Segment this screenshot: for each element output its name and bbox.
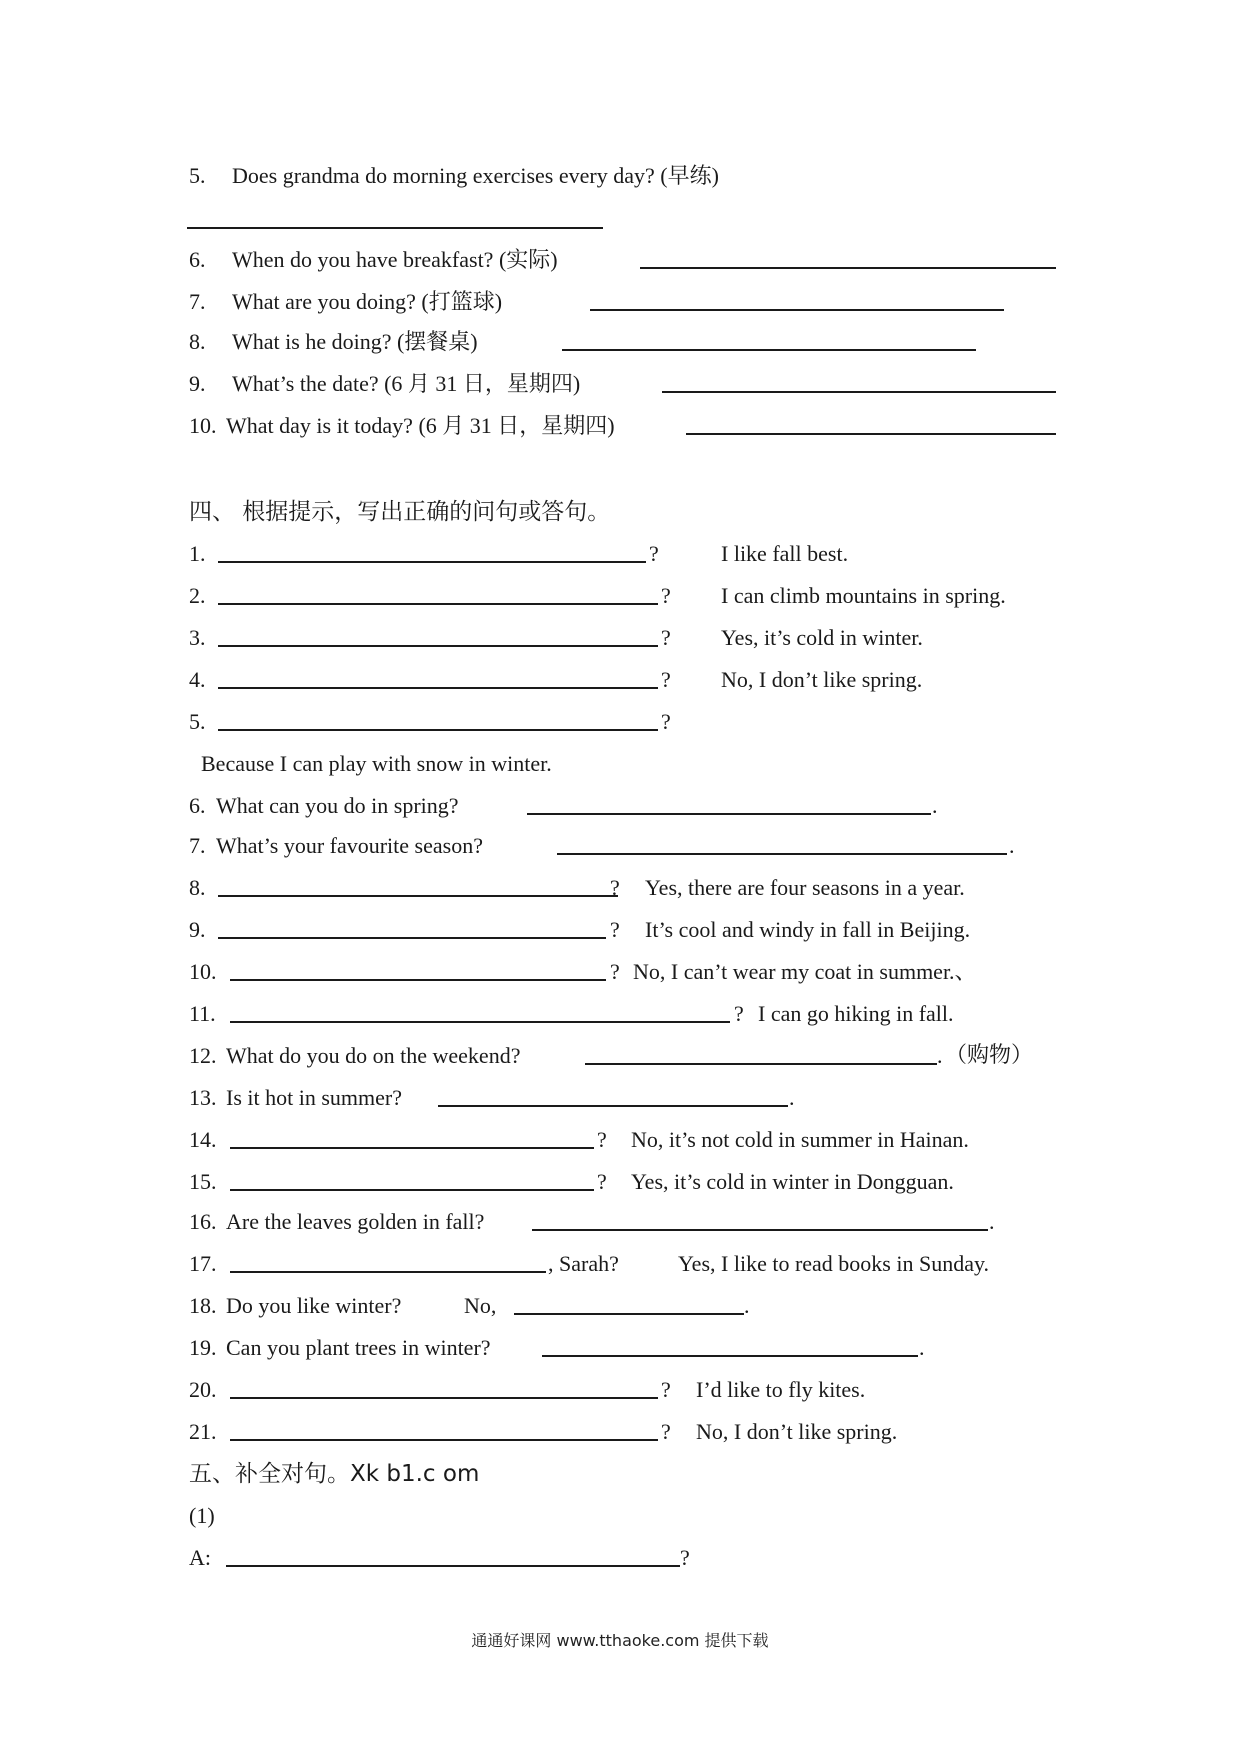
- punctuation: ?: [661, 625, 671, 650]
- punctuation: ?: [597, 1169, 607, 1194]
- given-answer: Yes, there are four seasons in a year.: [645, 875, 965, 900]
- given-answer: No, it’s not cold in summer in Hainan.: [631, 1127, 969, 1152]
- item-number: 20.: [189, 1377, 217, 1402]
- answer-blank[interactable]: [230, 1147, 594, 1149]
- punctuation: ?: [661, 709, 671, 734]
- punctuation: .: [919, 1335, 925, 1360]
- punctuation: .: [937, 1043, 943, 1068]
- answer-blank[interactable]: [218, 687, 658, 689]
- answer-blank[interactable]: [218, 561, 646, 563]
- item-number: 19.: [189, 1335, 217, 1360]
- item-number: 10.: [189, 413, 217, 438]
- answer-blank[interactable]: [230, 1189, 594, 1191]
- question-text: Does grandma do morning exercises every day? (早练): [232, 163, 719, 188]
- answer-blank[interactable]: [532, 1229, 988, 1231]
- given-answer: I like fall best.: [721, 541, 849, 566]
- answer-blank[interactable]: [514, 1313, 744, 1315]
- item-number: 2.: [189, 583, 206, 608]
- answer-blank[interactable]: [218, 895, 618, 897]
- given-answer: It’s cool and windy in fall in Beijing.: [645, 917, 971, 942]
- item-number: 18.: [189, 1293, 217, 1318]
- punctuation: .: [744, 1293, 750, 1318]
- item-number: 8.: [189, 329, 206, 354]
- answer-blank[interactable]: [686, 433, 1056, 435]
- given-answer: Yes, it’s cold in winter in Dongguan.: [631, 1169, 954, 1194]
- question-text: When do you have breakfast? (实际): [232, 247, 558, 272]
- given-answer: I can climb mountains in spring.: [721, 583, 1006, 608]
- question-text: Are the leaves golden in fall?: [226, 1209, 485, 1234]
- question-text: Is it hot in summer?: [226, 1085, 402, 1110]
- answer-blank[interactable]: [438, 1105, 788, 1107]
- section-5-heading: 五、补全对句。Xk b1.c om: [189, 1461, 480, 1487]
- question-text: What’s your favourite season?: [216, 833, 483, 858]
- given-answer: No, I can’t wear my coat in summer.、: [633, 959, 977, 984]
- question-text: Do you like winter?: [226, 1293, 402, 1318]
- punctuation: ?: [680, 1545, 690, 1570]
- item-number: 17.: [189, 1251, 217, 1276]
- footer-text: 通通好课网 www.tthaoke.com 提供下载: [471, 1631, 769, 1650]
- punctuation: ?: [610, 917, 620, 942]
- answer-blank[interactable]: [527, 813, 931, 815]
- punctuation: ?: [597, 1127, 607, 1152]
- punctuation: .: [932, 793, 938, 818]
- given-answer: Yes, I like to read books in Sunday.: [678, 1251, 990, 1276]
- given-answer: Yes, it’s cold in winter.: [721, 625, 923, 650]
- item-number: 4.: [189, 667, 206, 692]
- punctuation: ?: [661, 1419, 671, 1444]
- item-number: 11.: [189, 1001, 216, 1026]
- item-number: 1.: [189, 541, 206, 566]
- subitem-label: (1): [189, 1503, 215, 1528]
- given-answer: Because I can play with snow in winter.: [201, 751, 552, 776]
- answer-blank[interactable]: [218, 645, 658, 647]
- answer-blank[interactable]: [218, 603, 658, 605]
- question-text: Can you plant trees in winter?: [226, 1335, 491, 1360]
- item-number: 15.: [189, 1169, 217, 1194]
- answer-blank[interactable]: [562, 349, 976, 351]
- answer-blank[interactable]: [557, 853, 1007, 855]
- section-4-heading: 四、 根据提示，写出正确的问句或答句。: [189, 499, 611, 525]
- answer-blank[interactable]: [662, 391, 1056, 393]
- given-answer: No, I don’t like spring.: [721, 667, 923, 692]
- given-answer: I can go hiking in fall.: [758, 1001, 954, 1026]
- item-number: 3.: [189, 625, 206, 650]
- punctuation: ?: [661, 583, 671, 608]
- punctuation: ?: [661, 667, 671, 692]
- punctuation: .: [1009, 833, 1015, 858]
- answer-blank[interactable]: [230, 1271, 546, 1273]
- hint-text: （购物）: [945, 1043, 1034, 1068]
- item-number: 7.: [189, 833, 206, 858]
- item-number: 5.: [189, 163, 206, 188]
- question-text: What can you do in spring?: [216, 793, 459, 818]
- item-number: 6.: [189, 793, 206, 818]
- question-text: What are you doing? (打篮球): [232, 289, 503, 314]
- item-number: 9.: [189, 917, 206, 942]
- punctuation: ?: [610, 959, 620, 984]
- item-number: 21.: [189, 1419, 217, 1444]
- punctuation: ?: [610, 875, 620, 900]
- item-number: 8.: [189, 875, 206, 900]
- answer-blank[interactable]: [218, 937, 606, 939]
- question-text: What is he doing? (摆餐桌): [232, 329, 478, 354]
- answer-blank[interactable]: [542, 1355, 918, 1357]
- item-number: 14.: [189, 1127, 217, 1152]
- answer-start: No,: [464, 1293, 497, 1318]
- question-text: What day is it today? (6 月 31 日，星期四): [226, 413, 615, 438]
- answer-blank[interactable]: [230, 1397, 658, 1399]
- speaker-label: A:: [189, 1545, 211, 1570]
- item-number: 6.: [189, 247, 206, 272]
- punctuation: .: [789, 1085, 795, 1110]
- punctuation: ?: [649, 541, 659, 566]
- answer-blank[interactable]: [230, 1021, 730, 1023]
- answer-blank[interactable]: [187, 227, 603, 229]
- answer-blank[interactable]: [218, 729, 658, 731]
- answer-blank[interactable]: [640, 267, 1056, 269]
- given-answer: I’d like to fly kites.: [696, 1377, 866, 1402]
- question-text: What’s the date? (6 月 31 日，星期四): [232, 371, 581, 396]
- punctuation: , Sarah?: [548, 1251, 619, 1276]
- item-number: 16.: [189, 1209, 217, 1234]
- question-text: What do you do on the weekend?: [226, 1043, 521, 1068]
- item-number: 5.: [189, 709, 206, 734]
- punctuation: .: [989, 1209, 995, 1234]
- item-number: 10.: [189, 959, 217, 984]
- item-number: 13.: [189, 1085, 217, 1110]
- punctuation: ?: [661, 1377, 671, 1402]
- answer-blank[interactable]: [230, 979, 606, 981]
- item-number: 9.: [189, 371, 206, 396]
- given-answer: No, I don’t like spring.: [696, 1419, 898, 1444]
- answer-blank[interactable]: [590, 309, 1004, 311]
- answer-blank[interactable]: [230, 1439, 658, 1441]
- item-number: 12.: [189, 1043, 217, 1068]
- item-number: 7.: [189, 289, 206, 314]
- answer-blank[interactable]: [585, 1063, 937, 1065]
- answer-blank[interactable]: [226, 1565, 680, 1567]
- punctuation: ?: [734, 1001, 744, 1026]
